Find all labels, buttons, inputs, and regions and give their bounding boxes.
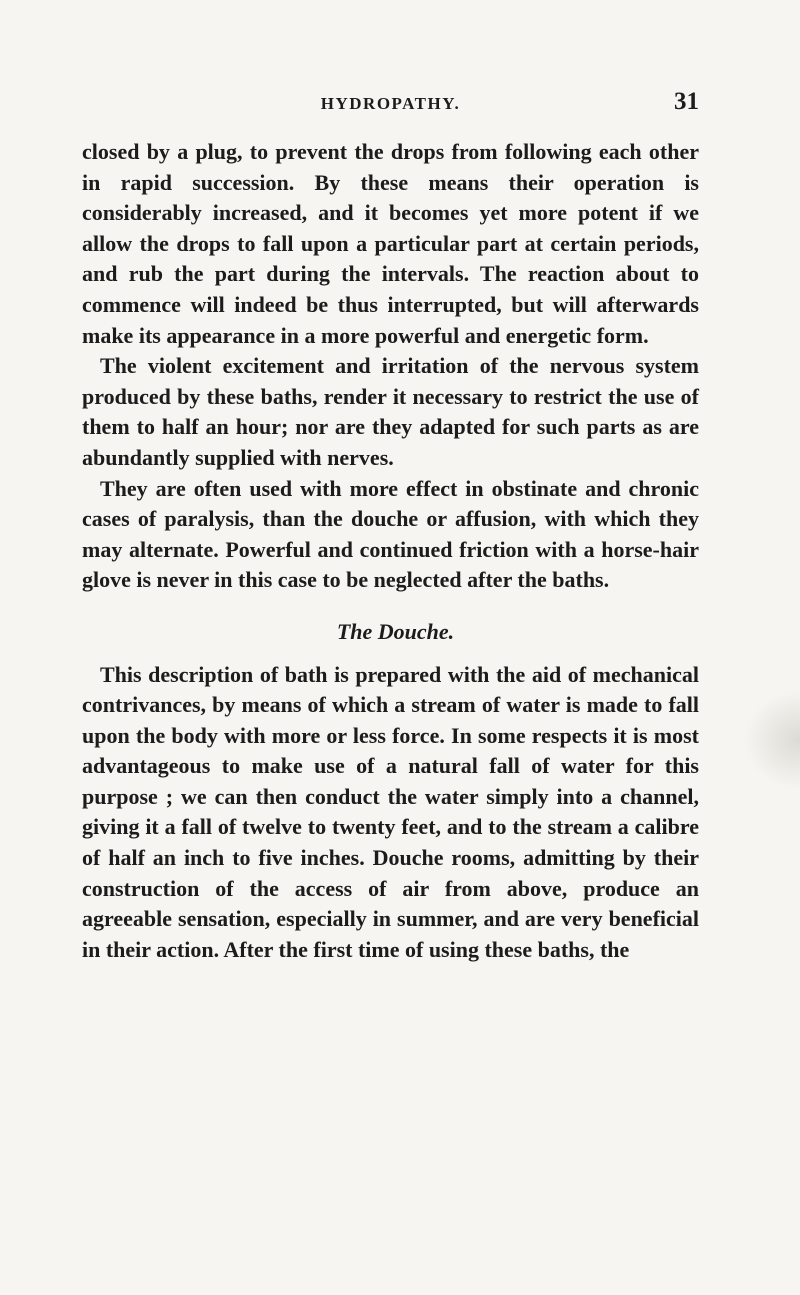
paragraph-douche: This description of bath is prepared with the aid of mechanical contrivances, by means of which a stream of water is made to fall upon the body with more or less force. In some respects it is most advantageous to make use of a natural fall of water for this purpose ; we can then conduct the water simply into a channel, giving it a fall of twelve to twenty feet, and to the stream a calibre of half an inch to five inches. Douche rooms, admitting by their construction of the access of air from above, produce an agreeable sensation, especially in summer, and are very beneficial in their action. After the first time of using these baths, the: [82, 661, 699, 962]
running-head: [82, 88, 699, 118]
paragraph-nervous-system: The violent excitement and irritation of the nervous system produced by these baths, render it necessary to restrict the use of them to half an hour; nor are they adapted for such parts as are abundantly supplied with nerves.: [82, 353, 699, 470]
paragraph-paralysis: They are often used with more effect in obstinate and chronic cases of paralysis, than the douche or affusion, with which they may alternate. Powerful and continued friction with a horse-hair glove is never in this case to be neglected after the baths.: [82, 475, 699, 593]
running-title: HYDROPATHY.: [320, 94, 461, 113]
page-number: 31: [674, 88, 699, 115]
section-heading-douche: The Douche.: [336, 618, 455, 644]
body-text: [82, 137, 699, 965]
scan-smudge: [744, 690, 800, 790]
paragraph-continuation: closed by a plug, to prevent the drops from following each other in rapid succession. By these means their operation is considerably increased, and it becomes yet more potent if we allow the drops to fall upon a particular part at certain periods, and rub the part during the intervals. The reaction about to commence will indeed be thus interrupted, but will afterwards make its appearance in a more powerful and energetic form.: [82, 139, 699, 348]
